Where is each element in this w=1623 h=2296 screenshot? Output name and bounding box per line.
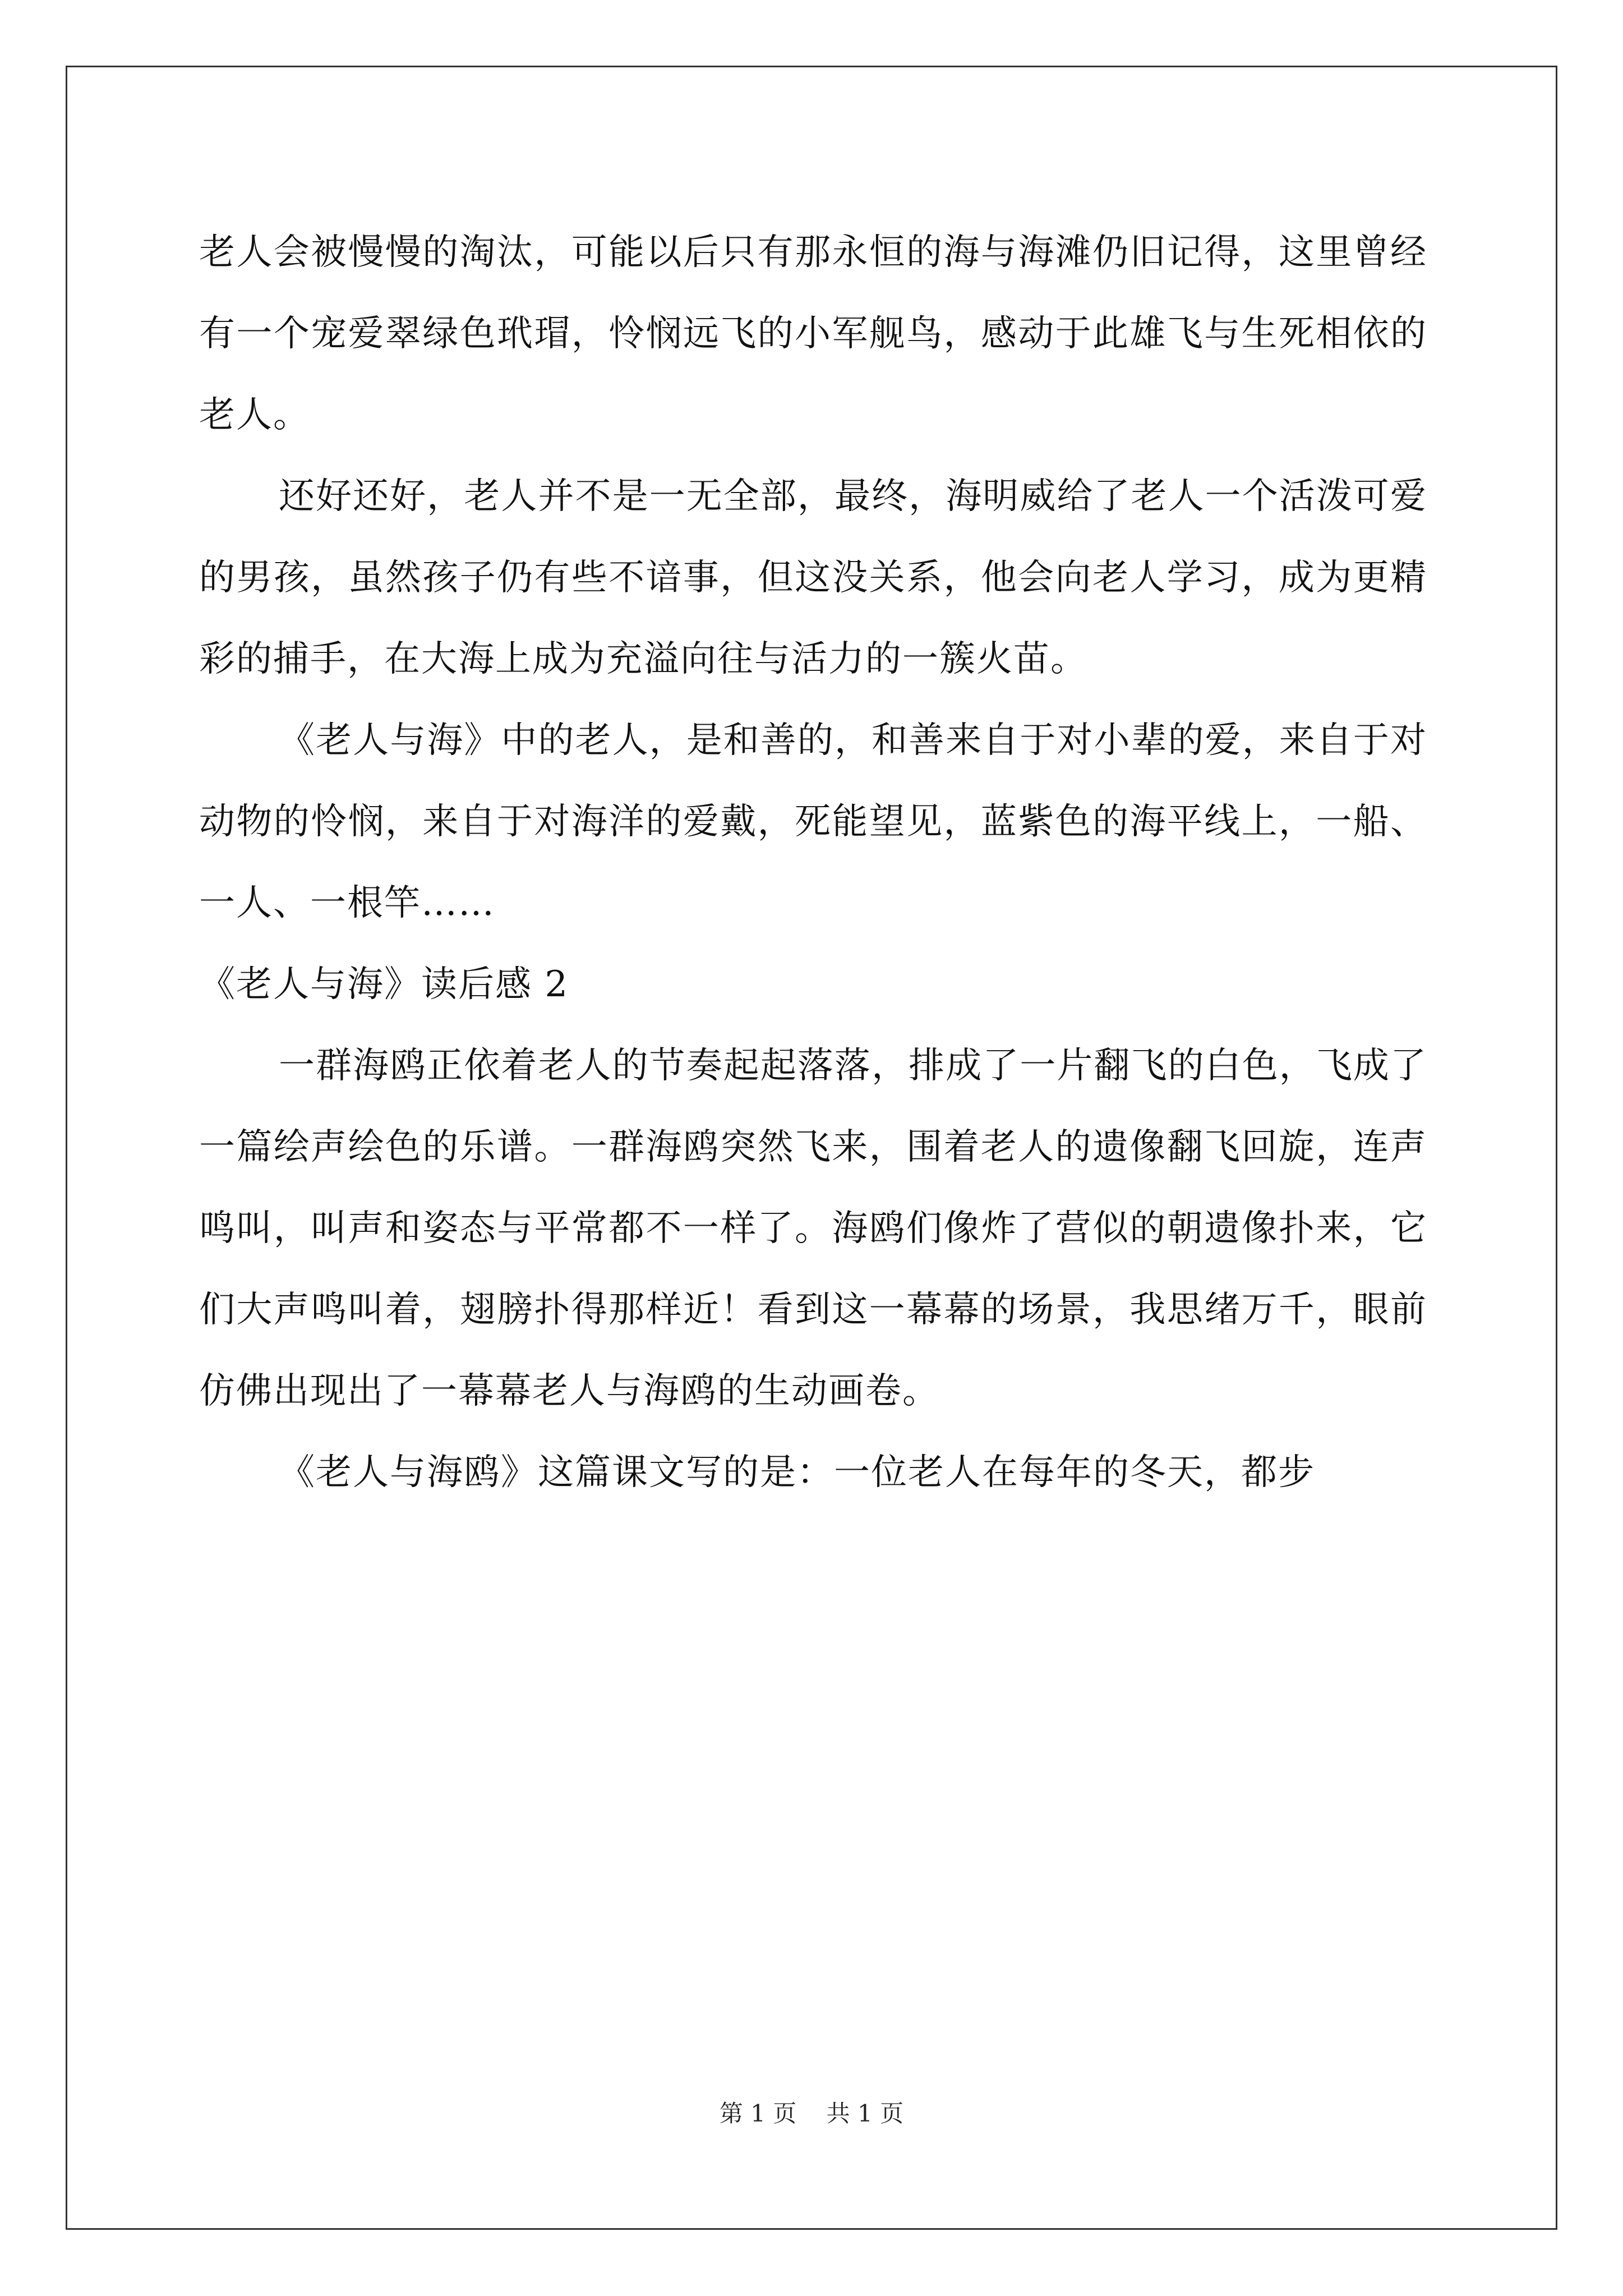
section-heading: 《老人与海》读后感 2 xyxy=(199,964,569,1005)
document-body xyxy=(199,212,1427,1513)
paragraph-4: 一群海鸥正依着老人的节奏起起落落，排成了一片翻飞的白色，飞成了一篇绘声绘色的乐谱。一群海鸥突然飞来，围着老人的遗像翻飞回旋，连声鸣叫，叫声和姿态与平常都不一样了。海鸥们像炸了营似的朝遗像扑来，它们大声鸣叫着，翅膀扑得那样近！看到这一幕幕的场景，我思绪万千，眼前仿佛出现出了一幕幕老人与海鸥的生动画卷。 xyxy=(199,1045,1427,1412)
paragraph-1: 老人会被慢慢的淘汰，可能以后只有那永恒的海与海滩仍旧记得，这里曾经有一个宠爱翠绿色玳瑁，怜悯远飞的小军舰鸟，感动于此雄飞与生死相依的老人。 xyxy=(199,232,1427,436)
paragraph-3: 《老人与海》中的老人，是和善的，和善来自于对小辈的爱，来自于对动物的怜悯，来自于对海洋的爱戴，死能望见，蓝紫色的海平线上，一船、一人、一根竿…… xyxy=(199,720,1427,924)
page-footer xyxy=(0,2095,1623,2129)
paragraph-2: 还好还好，老人并不是一无全部，最终，海明威给了老人一个活泼可爱的男孩，虽然孩子仍有些不谙事，但这没关系，他会向老人学习，成为更精彩的捕手，在大海上成为充溢向往与活力的一簇火苗。 xyxy=(199,476,1427,680)
paragraph-5: 《老人与海鸥》这篇课文写的是：一位老人在每年的冬天，都步 xyxy=(279,1452,1315,1493)
page-total: 共 1 页 xyxy=(826,2100,904,2127)
page-number: 第 1 页 xyxy=(719,2100,797,2127)
